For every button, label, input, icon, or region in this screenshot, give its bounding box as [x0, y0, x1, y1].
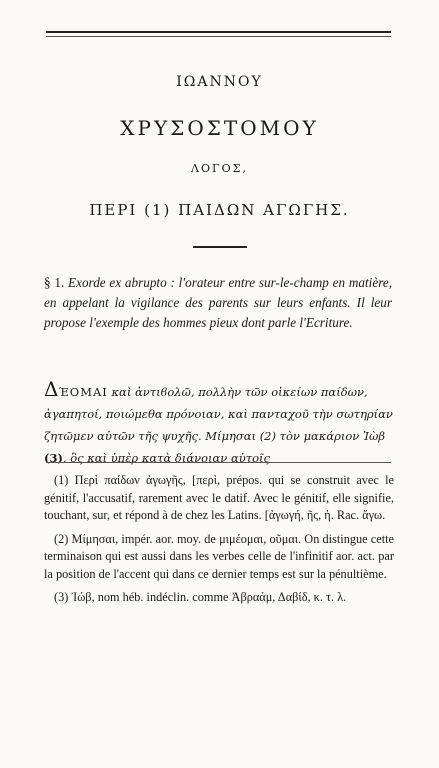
author-surname: ΧΡΥΣΟΣΤΟΜΟΥ	[120, 116, 319, 140]
top-rule	[46, 31, 391, 33]
top-rule-thin	[46, 36, 391, 37]
first-word: ΈΟΜΑΙ	[58, 385, 108, 399]
footnote-rule	[46, 462, 391, 463]
summary-text: Exorde ex abrupto : l'orateur entre sur-le-champ en matière, en appelant la vigilance des parents sur leurs enfants. Il leur propose l'exemple des hommes pieux dont parle l'Ecriture.	[44, 275, 392, 330]
section-summary	[44, 273, 392, 333]
author-name: ΙΩΑΝΝΟΥ	[176, 74, 263, 90]
greek-text	[44, 378, 394, 469]
greek-part-1: καὶ ἀντιϐολῶ, πολλὴν τῶν οἰκείων παίδων, ἀγαπητοί, ποιώμεθα πρόνοιαν, καὶ πανταχοῦ τὴν σωτηρίαν ζητῶμεν αὐτῶν τῆς ψυχῆς. Μίμησαι (2) τὸν μακάριον Ἰὼβ	[44, 385, 393, 443]
section-number: § 1.	[44, 275, 65, 290]
work-type: ΛΟΓΟΣ,	[191, 162, 248, 175]
greek-part-2: , ὃς καὶ ὑπὲρ κατὰ διάνοιαν αὐτοῖς	[62, 451, 270, 465]
footnote-ref-3: (3)	[44, 451, 63, 465]
title-divider	[193, 246, 247, 248]
footnote-1: (1) Περὶ παίδων ἀγωγῆς, [περὶ, prépos. qui se construit avec le génitif, l'accusatif, rarement avec le datif. Avec le génitif, elle signifie, touchant, sur, et répond à de chez les Latins. [ἀγωγή, ῆς, ἡ. Rac. ἄγω.	[44, 473, 394, 522]
footnotes	[44, 472, 394, 613]
drop-initial: Δ	[44, 377, 59, 401]
footnote-2: (2) Μίμησαι, impér. aor. moy. de μιμέομαι, οῦμαι. On distingue cette terminaison qui est aussi dans les verbes celle de l'infinitif aor. act. par la position de l'accent qui dans ce dernier temps est sur la pénultième.	[44, 531, 394, 581]
footnote-3: (3) Ἰώβ, nom héb. indéclin. comme Ἀβραάμ, Δαβίδ, κ. τ. λ.	[54, 590, 347, 604]
work-title: ΠΕΡΙ (1) ΠΑΙΔΩΝ ΑΓΩΓΗΣ.	[89, 201, 350, 219]
